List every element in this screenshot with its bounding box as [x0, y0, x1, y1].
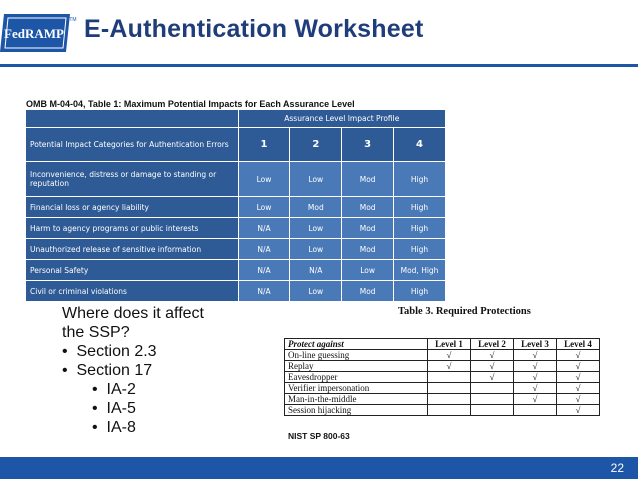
bullet-intro: the SSP? [62, 324, 130, 341]
list-item [62, 380, 204, 399]
list-item-text: IA-2 [106, 381, 136, 398]
level-header-2: 2 [290, 128, 342, 162]
table-row [26, 218, 446, 239]
check-mark: √ [557, 361, 600, 372]
bullet-glyph: • [62, 362, 68, 379]
bullet-glyph: • [92, 400, 98, 417]
nist-header-cell: Level 3 [514, 339, 557, 350]
table-row [285, 350, 600, 361]
nist-header-cell: Level 4 [557, 339, 600, 350]
impact-value: Mod [342, 197, 394, 218]
ssp-bullet-list [62, 304, 204, 437]
nist-header-cell: Level 2 [471, 339, 514, 350]
nist-header-cell: Protect against [285, 339, 428, 350]
check-mark: √ [514, 361, 557, 372]
impact-value: Low [238, 197, 290, 218]
check-mark: √ [514, 394, 557, 405]
check-mark [471, 383, 514, 394]
impact-value: Low [342, 260, 394, 281]
impact-value: Low [238, 162, 290, 197]
nist-threat-label: Eavesdropper [285, 372, 428, 383]
impact-profile-header-row [26, 110, 446, 128]
table-row [285, 361, 600, 372]
impact-value: Low [290, 218, 342, 239]
impact-value: N/A [238, 260, 290, 281]
impact-value: Mod [342, 162, 394, 197]
impact-value: High [394, 162, 446, 197]
nist-threat-label: Session hijacking [285, 405, 428, 416]
impact-value: Mod, High [394, 260, 446, 281]
check-mark [514, 405, 557, 416]
page-title: E-Authentication Worksheet [84, 15, 424, 43]
list-item [62, 361, 204, 380]
list-item-text: IA-5 [106, 400, 136, 417]
check-mark: √ [557, 372, 600, 383]
impact-category: Civil or criminal violations [26, 281, 238, 302]
list-item [62, 342, 204, 361]
impact-value: High [394, 218, 446, 239]
check-mark: √ [471, 372, 514, 383]
list-item [62, 399, 204, 418]
nist-header-cell: Level 1 [428, 339, 471, 350]
impact-value: Low [290, 162, 342, 197]
table-row [26, 162, 446, 197]
table-row [285, 394, 600, 405]
bullet-glyph: • [92, 381, 98, 398]
table-row [26, 260, 446, 281]
list-item [62, 418, 204, 437]
impact-category: Financial loss or agency liability [26, 197, 238, 218]
slide-footer [0, 457, 638, 479]
check-mark: √ [471, 361, 514, 372]
impact-category: Harm to agency programs or public interests [26, 218, 238, 239]
slide-header [0, 0, 638, 66]
impact-value: Mod [342, 218, 394, 239]
list-item-text: Section 17 [76, 362, 153, 379]
impact-value: N/A [290, 260, 342, 281]
impact-value: N/A [238, 281, 290, 302]
level-header-1: 1 [238, 128, 290, 162]
nist-threat-label: On-line guessing [285, 350, 428, 361]
nist-table-title: Table 3. Required Protections [398, 306, 531, 317]
check-mark [471, 394, 514, 405]
impact-value: Mod [342, 281, 394, 302]
impact-value: N/A [238, 239, 290, 260]
svg-text:FedRAMP: FedRAMP [4, 26, 64, 41]
check-mark: √ [428, 350, 471, 361]
check-mark: √ [471, 350, 514, 361]
impact-value: N/A [238, 218, 290, 239]
table-row [285, 405, 600, 416]
impact-value: Mod [290, 197, 342, 218]
fedramp-logo [0, 8, 78, 58]
impact-value: Low [290, 239, 342, 260]
bullet-intro: Where does it affect [62, 305, 204, 322]
nist-protections-table [284, 338, 600, 416]
impact-column-header-row [26, 128, 446, 162]
impact-table-caption: OMB M-04-04, Table 1: Maximum Potential Impacts for Each Assurance Level [26, 99, 355, 109]
nist-source-label: NIST SP 800-63 [288, 431, 350, 441]
check-mark: √ [428, 361, 471, 372]
check-mark: √ [557, 394, 600, 405]
check-mark: √ [557, 383, 600, 394]
nist-threat-label: Replay [285, 361, 428, 372]
bullet-glyph: • [92, 419, 98, 436]
header-rule [0, 64, 638, 67]
impact-category-header: Potential Impact Categories for Authentication Errors [26, 128, 238, 162]
impact-value: High [394, 239, 446, 260]
check-mark: √ [514, 372, 557, 383]
bullet-glyph: • [62, 343, 68, 360]
table-row [26, 239, 446, 260]
table-row [26, 197, 446, 218]
nist-protections-figure [278, 305, 603, 441]
table-row [285, 372, 600, 383]
impact-profile-header: Assurance Level Impact Profile [238, 110, 445, 128]
page-number: 22 [610, 461, 624, 475]
check-mark [428, 405, 471, 416]
impact-value: Low [290, 281, 342, 302]
level-header-4: 4 [394, 128, 446, 162]
impact-category: Personal Safety [26, 260, 238, 281]
impact-category: Unauthorized release of sensitive information [26, 239, 238, 260]
table-row [26, 281, 446, 302]
impact-category: Inconvenience, distress or damage to standing or reputation [26, 162, 238, 197]
check-mark: √ [557, 405, 600, 416]
impact-value: Mod [342, 239, 394, 260]
check-mark [428, 372, 471, 383]
check-mark [471, 405, 514, 416]
list-item-text: Section 2.3 [76, 343, 157, 360]
level-header-3: 3 [342, 128, 394, 162]
impact-value: High [394, 197, 446, 218]
check-mark: √ [514, 350, 557, 361]
check-mark: √ [514, 383, 557, 394]
impact-value: High [394, 281, 446, 302]
table-row [285, 339, 600, 350]
svg-text:TM: TM [69, 17, 77, 23]
nist-threat-label: Verifier impersonation [285, 383, 428, 394]
check-mark: √ [557, 350, 600, 361]
list-item-text: IA-8 [106, 419, 136, 436]
check-mark [428, 383, 471, 394]
impact-table [26, 110, 446, 302]
table-row [285, 383, 600, 394]
nist-threat-label: Man-in-the-middle [285, 394, 428, 405]
check-mark [428, 394, 471, 405]
impact-blank-cell [26, 110, 238, 128]
